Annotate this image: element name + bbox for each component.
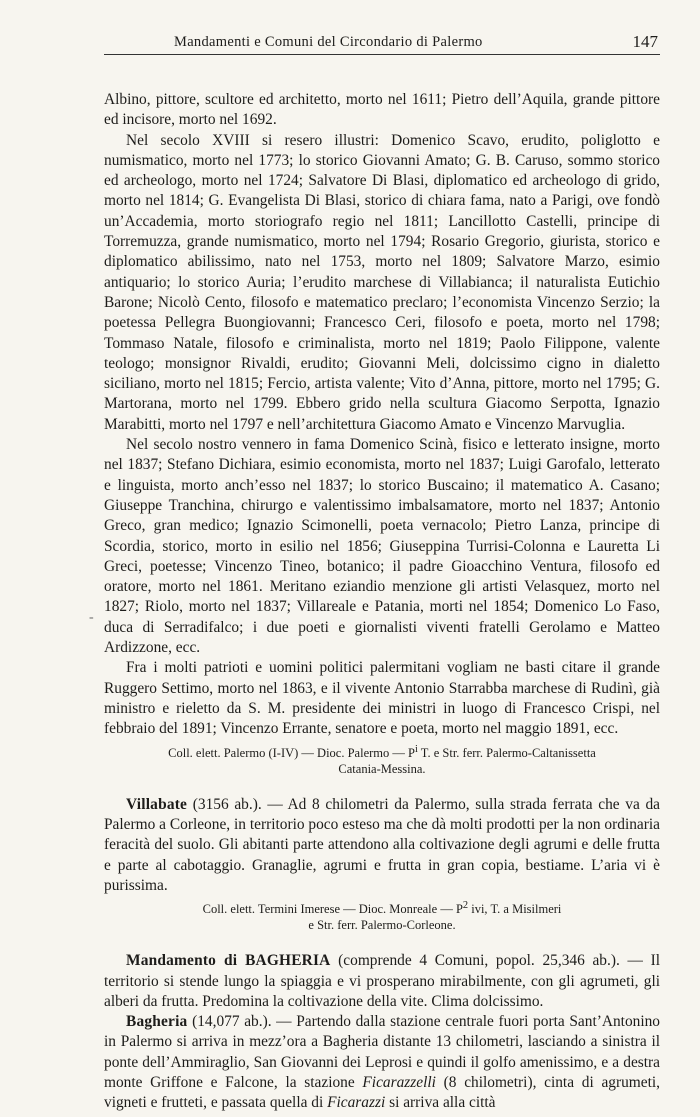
margin-mark: - — [89, 610, 94, 625]
bagheria-mandamento-entry: Mandamento di BAGHERIA (comprende 4 Comuni, popol. 25,346 ab.). — Il territorio si stende lungo la spiaggia e vi prosperano mirabilmente, con gli agrumeti, gli alberi da frutta. Predomina la coltivazione della vite. Clima dolcissimo. — [104, 952, 660, 1010]
page-body — [104, 90, 660, 1114]
palermo-admin-note: Coll. elett. Palermo (I-IV) — Dioc. Palermo — $P^i$ T. e Str. ferr. Palermo-Caltanissetta Catania-Messina. — [168, 743, 596, 776]
paragraph-continued: Albino, pittore, scultore ed architetto, morto nel 1611; Pietro dell’Aquila, grande pittore ed incisore, morto nel 1692. — [104, 91, 660, 129]
bagheria-entry: Bagheria (14,077 ab.). — Partendo dalla stazione centrale fuori porta Sant’Antonino in Palermo si arriva in mezz’ora a Bagheria distante 13 chilometri, lasciando a sinistra il ponte dell’Ammiraglio, San Giovanni dei Leprosi e quindi il golfo amenissimo, e a destra monte Griffone e Falcone, la stazione Ficarazzelli (8 chilometri), cinta di agrumeti, vigneti e frutteti, e passata quella di Ficarazzi si arriva alla città — [104, 1013, 660, 1112]
paragraph-xviii-century: Nel secolo XVIII si resero illustri: Domenico Scavo, erudito, poliglotto e numismatico, morto nel 1773; lo storico Giovanni Amato; G. B. Caruso, sommo storico ed archeologo, morto nel 1724; Salvatore Di Blasi, diplomatico ed archeologo di grido, morto nel 1814; G. Evangelista Di Blasi, storico di chiara fama, nato a Parigi, ove fondò un’Accademia, morto storiografo regio nel 1811; Lancillotto Castelli, principe di Torremuzza, grande numismatico, morto nel 1794; Rosario Gregorio, giurista, storico e diplomatico abilissimo, nato nel 1753, morto nel 1809; Salvatore Marzo, esimio antiquario; lo storico Auria; l’erudito marchese di Villabianca; il naturalista Eutichio Barone; Nicolò Cento, filosofo e matematico preclaro; l’economista Vincenzo Serzio; la poetessa Pellegra Buongiovanni; Francesco Ceri, filosofo e poeta, morto nel 1798; Tommaso Natale, filosofo e criminalista, morto nel 1819; Paolo Filippone, valente teologo; monsignor Rivaldi, erudito; Giovanni Meli, dolcissimo cigno in dialetto siciliano, morto nel 1815; Fercio, artista valente; Vito d’Anna, pittore, morto nel 1795; G. Martorana, morto nel 1799. Ebbero grido nella scultura Giacomo Serpotta, Ignazio Marabitti, morto nel 1797 e nell’architettura Giacomo Amato e Vincenzo Marvuglia. — [104, 131, 660, 433]
bagheria-mandamento-name: BAGHERIA — [245, 952, 331, 970]
villabate-name: Villabate — [126, 795, 188, 813]
running-title: Mandamenti e Comuni del Circondario di Palermo — [174, 34, 483, 50]
bagheria-name: Bagheria — [126, 1013, 188, 1031]
villabate-admin-note: Coll. elett. Termini Imerese — Dioc. Monreale — $P^2$ ivi, T. a Misilmeri e Str. ferr. Palermo-Corleone. — [202, 900, 562, 933]
paragraph-patriots: Fra i molti patrioti e uomini politici palermitani vogliam ne basti citare il grande Ruggero Settimo, morto nel 1863, e il vivente Antonio Starrabba marchese di Rudinì, già ministro e rieletto da S. M. presidente dei ministri in luogo di Francesco Crispi, nel febbraio del 1891; Vincenzo Errante, senatore e poeta, morto nel maggio 1891, ecc. — [104, 659, 660, 738]
paragraph-xix-century: Nel secolo nostro vennero in fama Domenico Scinà, fisico e letterato insigne, morto nel 1837; Stefano Dichiara, esimio economista, morto nel 1837; Luigi Garofalo, letterato e linguista, morto anch’esso nel 1837; lo storico Buscaino; il matematico A. Casano; Giuseppe Tranchina, chirurgo e valentissimo imbalsamatore, morto nel 1837; Antonio Greco, gran medico; Ignazio Scimonelli, poeta vernacolo; Pietro Lanza, principe di Scordia, storico, morto in esilio nel 1856; Giuseppina Turrisi-Colonna e Lauretta Li Greci, poetesse; Vincenzo Tineo, botanico; il padre Gioacchino Ventura, filosofo ed oratore, morto nel 1861. Meritano eziandio menzione gli artisti Velasquez, morto nel 1827; Riolo, morto nel 1837; Villareale e Patania, morti nel 1854; Domenico Lo Faso, duca di Serradifalco; i due poeti e giornalisti viventi fratelli Gerolamo e Matteo Ardizzone, ecc. — [104, 436, 660, 657]
villabate-entry: Villabate (3156 ab.). — Ad 8 chilometri da Palermo, sulla strada ferrata che va da Palermo a Corleone, in territorio poco esteso ma che dà molti prodotti per la non ordinaria feracità del suolo. Gli abitanti parte attendono alla coltivazione degli agrumi e delle frutta e parte al cabotaggio. Granaglie, agrumi e frutta in gran copia, bestiame. L’aria vi è purissima. — [104, 795, 660, 894]
page-number: 147 — [632, 32, 658, 51]
page-header — [104, 30, 660, 55]
